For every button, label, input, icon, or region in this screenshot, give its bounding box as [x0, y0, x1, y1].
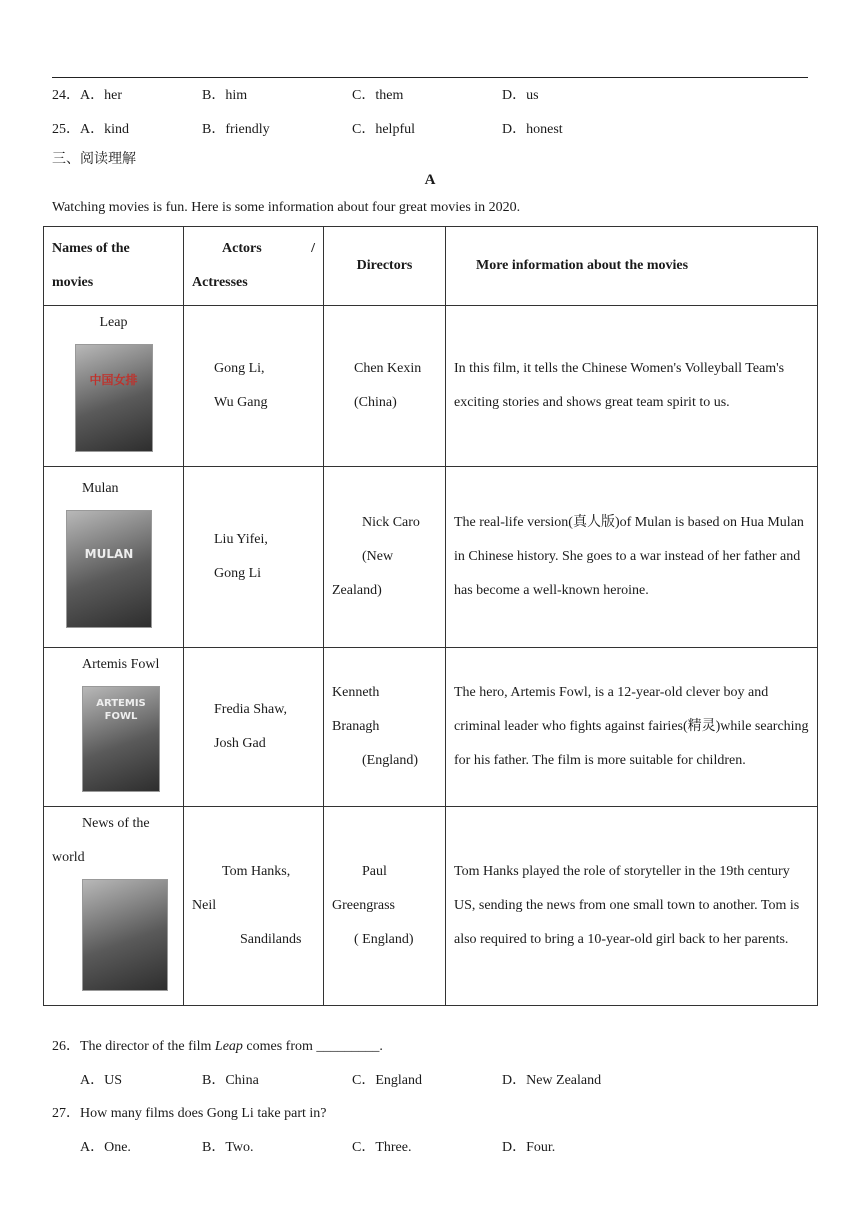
- movie-name: Leap: [99, 315, 128, 330]
- info-cell: In this film, it tells the Chinese Women's Volleyball Team's exciting stories and shows great team spirit to us.: [446, 306, 818, 467]
- table-row: [44, 807, 818, 1006]
- header-actors: Actors / Actresses: [184, 227, 324, 306]
- section-title: 三、阅读理解: [52, 151, 136, 167]
- table-row: [44, 648, 818, 807]
- movie-name-cell: [44, 467, 184, 648]
- director-cell: Kenneth Branagh (England): [324, 648, 446, 807]
- poster-image: MULAN: [66, 510, 152, 628]
- option-d: D．New Zealand: [502, 1073, 602, 1088]
- table-header-row: [44, 227, 818, 306]
- poster-image: [82, 879, 168, 991]
- option-a: A．her: [80, 88, 122, 103]
- actors-cell: Tom Hanks, Neil Sandilands: [184, 807, 324, 1006]
- poster-image: 中国女排: [75, 344, 153, 452]
- header-info: More information about the movies: [446, 227, 818, 306]
- option-c: C．helpful: [352, 122, 415, 137]
- passage-intro: Watching movies is fun. Here is some information about four great movies in 2020.: [52, 200, 521, 215]
- movie-name: News of the: [82, 816, 150, 831]
- option-d: D．us: [502, 88, 539, 103]
- question-27: 27．How many films does Gong Li take part in?: [52, 1106, 327, 1121]
- info-cell: The real-life version(真人版)of Mulan is based on Hua Mulan in Chinese history. She goes to a war instead of her father and has become a well-known heroine.: [446, 467, 818, 648]
- movie-table: [43, 226, 818, 1006]
- table-row: [44, 306, 818, 467]
- header-names: Names of the movies: [44, 227, 184, 306]
- header-directors: Directors: [324, 227, 446, 306]
- movie-name-cell: [44, 306, 184, 467]
- actors-cell: Gong Li, Wu Gang: [184, 306, 324, 467]
- director-cell: Nick Caro (New Zealand): [324, 467, 446, 648]
- movie-name-cell: [44, 648, 184, 807]
- movie-name: Artemis Fowl: [82, 657, 160, 672]
- option-b: B．friendly: [202, 122, 270, 137]
- movie-name: Mulan: [82, 481, 119, 496]
- actors-cell: Liu Yifei, Gong Li: [184, 467, 324, 648]
- passage-label: A: [424, 172, 436, 188]
- option-b: B．Two.: [202, 1140, 254, 1155]
- table-row: [44, 467, 818, 648]
- question-number: 25．: [52, 122, 80, 137]
- poster-image: ARTEMIS FOWL: [82, 686, 160, 792]
- question-number: 24．: [52, 88, 80, 103]
- option-c: C．them: [352, 88, 404, 103]
- info-cell: The hero, Artemis Fowl, is a 12-year-old clever boy and criminal leader who fights against fairies(精灵)while searching for his father. The film is more suitable for children.: [446, 648, 818, 807]
- option-a: A．kind: [80, 122, 129, 137]
- option-a: A．One.: [80, 1140, 131, 1155]
- question-26: 26．The director of the film Leap comes from _________.: [52, 1039, 383, 1054]
- director-cell: Paul Greengrass ( England): [324, 807, 446, 1006]
- option-a: A．US: [80, 1073, 123, 1088]
- question-number: 27．: [52, 1106, 80, 1121]
- option-c: C．England: [352, 1073, 422, 1088]
- header-rule: [52, 77, 808, 78]
- actors-cell: Fredia Shaw, Josh Gad: [184, 648, 324, 807]
- question-number: 26．: [52, 1039, 80, 1054]
- option-b: B．him: [202, 88, 248, 103]
- movie-name-cell: News of the world: [44, 807, 184, 1006]
- info-cell: Tom Hanks played the role of storyteller in the 19th century US, sending the news from one small town to another. Tom is also required to bring a 10-year-old girl back to her parents.: [446, 807, 818, 1006]
- option-d: D．honest: [502, 122, 563, 137]
- option-b: B．China: [202, 1073, 259, 1088]
- option-d: D．Four.: [502, 1140, 556, 1155]
- option-c: C．Three.: [352, 1140, 412, 1155]
- director-cell: Chen Kexin (China): [324, 306, 446, 467]
